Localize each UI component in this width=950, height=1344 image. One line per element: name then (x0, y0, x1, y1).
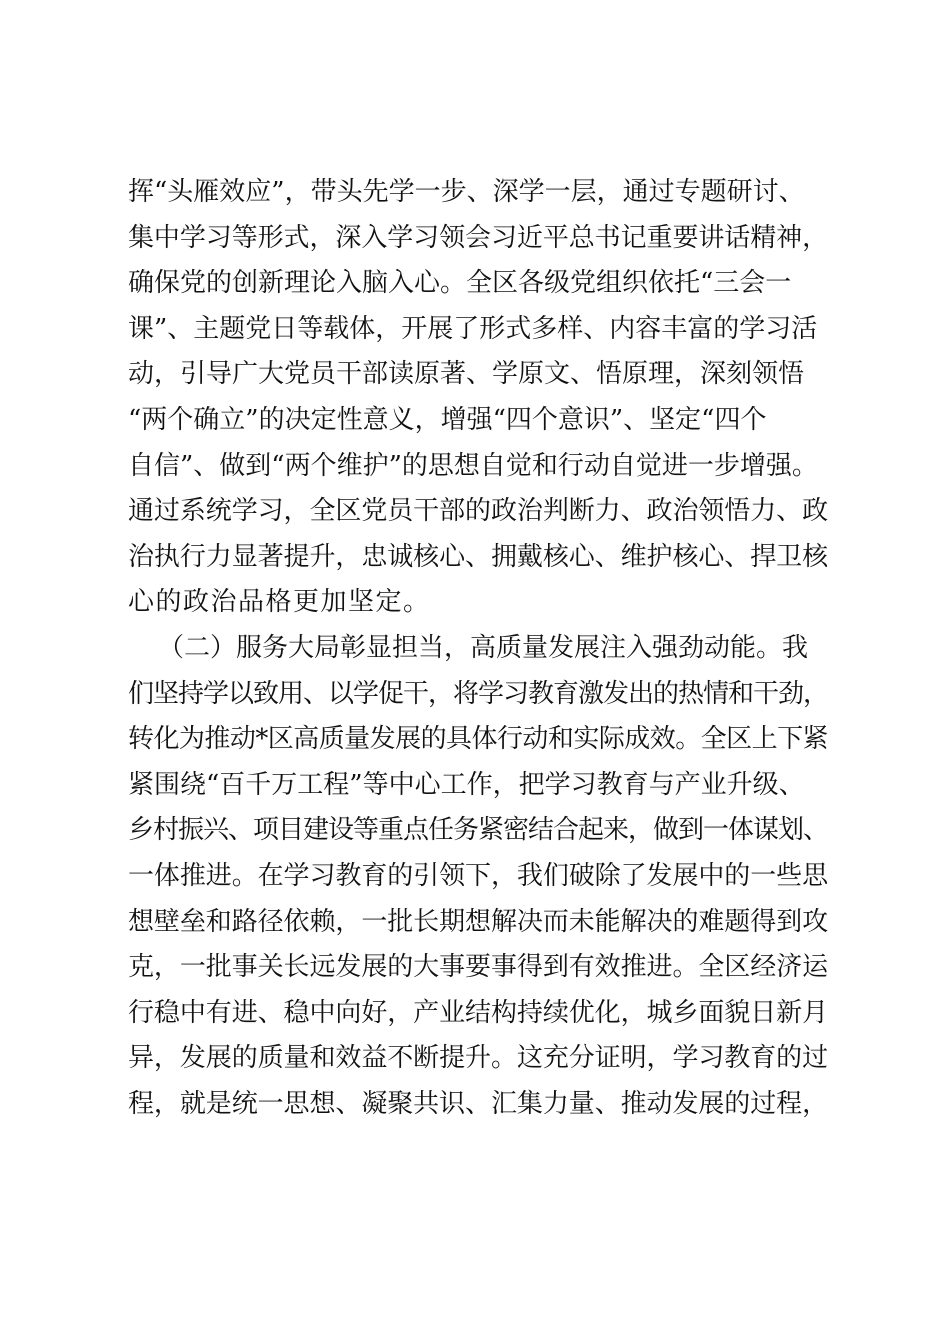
text-line: 治执行力显著提升，忠诚核心、拥戴核心、维护核心、捍卫核 (128, 541, 829, 572)
body-text (128, 170, 828, 1127)
text-line: 课”、主题党日等载体，开展了形式多样、内容丰富的学习活 (128, 313, 818, 344)
text-line: 心的政治品格更加坚定。 (128, 587, 431, 618)
text-line: 一体推进。在学习教育的引领下，我们破除了发展中的一些思 (128, 860, 829, 891)
text-line: 自信”、做到“两个维护”的思想自觉和行动自觉进一步增强。 (128, 450, 818, 481)
text-line: “两个确立”的决定性意义，增强“四个意识”、坚定“四个 (128, 404, 767, 435)
text-line: 紧围绕“百千万工程”等中心工作，把学习教育与产业升级、 (128, 769, 805, 800)
text-line: 行稳中有进、稳中向好，产业结构持续优化，城乡面貌日新月 (128, 997, 829, 1028)
text-line: 确保党的创新理论入脑入心。全区各级党组织依托“三会一 (128, 268, 792, 299)
text-line: 乡村振兴、项目建设等重点任务紧密结合起来，做到一体谋划、 (128, 815, 829, 846)
text-line: 异，发展的质量和效益不断提升。这充分证明，学习教育的过 (128, 1043, 829, 1074)
text-line: 通过系统学习，全区党员干部的政治判断力、政治领悟力、政 (128, 496, 829, 527)
text-line: 克，一批事关长远发展的大事要事得到有效推进。全区经济运 (128, 952, 829, 983)
section-heading-line: （二）服务大局彰显担当，高质量发展注入强劲动能。我 (158, 632, 809, 663)
text-line: 们坚持学以致用、以学促干，将学习教育激发出的热情和干劲， (128, 678, 829, 709)
text-line: 动，引导广大党员干部读原著、学原文、悟原理，深刻领悟 (128, 359, 805, 390)
text-line: 转化为推动*区高质量发展的具体行动和实际成效。全区上下紧 (128, 724, 829, 755)
text-line: 集中学习等形式，深入学习领会习近平总书记重要讲话精神， (128, 222, 829, 253)
text-line: 程，就是统一思想、凝聚共识、汇集力量、推动发展的过程， (128, 1088, 829, 1119)
text-line: 想壁垒和路径依赖，一批长期想解决而未能解决的难题得到攻 (128, 906, 829, 937)
text-line: 挥“头雁效应”，带头先学一步、深学一层，通过专题研讨、 (128, 177, 805, 207)
